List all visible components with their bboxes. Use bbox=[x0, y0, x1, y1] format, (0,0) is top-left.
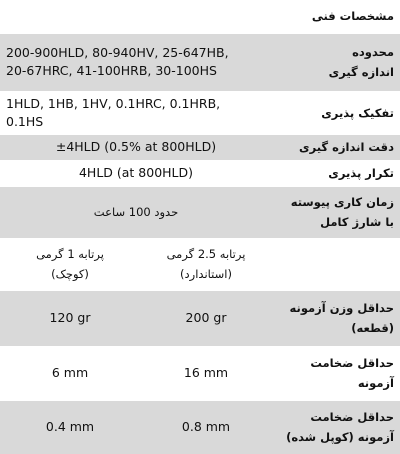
header-row bbox=[0, 0, 400, 33]
repeatability-value: 4HLD (at 800HLD) bbox=[0, 160, 272, 186]
probe-header-row bbox=[0, 238, 400, 290]
header-title: مشخصات فنی bbox=[272, 0, 400, 33]
probe-header-empty-cell bbox=[272, 238, 400, 290]
probe-1g-header: پرتابه 1 گرمی (کوچک) bbox=[0, 238, 140, 290]
table-row bbox=[0, 134, 400, 160]
table-row bbox=[0, 290, 400, 346]
min-weight-1g-value: 120 gr bbox=[0, 290, 140, 346]
repeatability-label: تکرار پذیری bbox=[272, 160, 400, 186]
resolution-value: 1HLD, 1HB, 1HV, 0.1HRC, 0.1HRB, 0.1HS bbox=[0, 91, 272, 134]
runtime-value: حدود 100 ساعت bbox=[0, 186, 272, 238]
table-row bbox=[0, 346, 400, 400]
accuracy-label: دقت اندازه گیری bbox=[272, 134, 400, 160]
table-row bbox=[0, 33, 400, 91]
min-thickness-coupled-1g-value: 0.4 mm bbox=[0, 400, 140, 454]
runtime-label: زمان کاری پیوسته با شارژ کامل bbox=[272, 186, 400, 238]
probe-2-5g-header: پرتابه 2.5 گرمی (استاندارد) bbox=[140, 238, 272, 290]
range-value: 200-900HLD, 80-940HV, 25-647HB, 20-67HRC, 41-100HRB, 30-100HS bbox=[0, 33, 272, 91]
accuracy-value: ±4HLD (0.5% at 800HLD) bbox=[0, 134, 272, 160]
resolution-label: تفکیک پذیری bbox=[272, 91, 400, 134]
table-row bbox=[0, 91, 400, 134]
min-thickness-1g-value: 6 mm bbox=[0, 346, 140, 400]
range-label: محدوده اندازه گیری bbox=[272, 33, 400, 91]
min-weight-label: حداقل وزن آزمونه (قطعه) bbox=[272, 290, 400, 346]
header-empty-cell bbox=[0, 0, 272, 33]
min-weight-2-5g-value: 200 gr bbox=[140, 290, 272, 346]
table-row bbox=[0, 160, 400, 186]
min-thickness-label: حداقل ضخامت آزمونه bbox=[272, 346, 400, 400]
table-row bbox=[0, 186, 400, 238]
min-thickness-coupled-label: حداقل ضخامت آزمونه (کوپل شده) bbox=[272, 400, 400, 454]
table-row bbox=[0, 400, 400, 454]
min-thickness-2-5g-value: 16 mm bbox=[140, 346, 272, 400]
min-thickness-coupled-2-5g-value: 0.8 mm bbox=[140, 400, 272, 454]
